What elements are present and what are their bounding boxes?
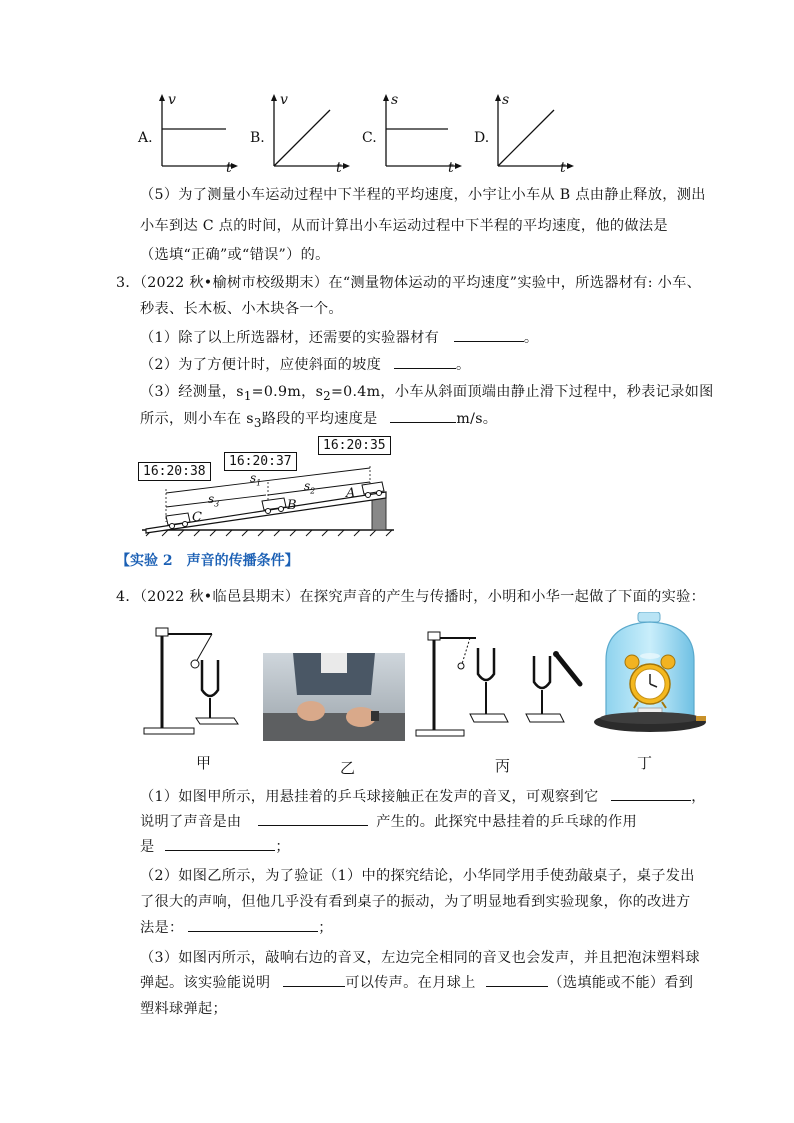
q3-part-3-c: =0.4m，小车从斜面顶端由静止滑下过程中，秒表记录如图	[330, 384, 714, 400]
q3-sub-3: 3	[253, 415, 262, 430]
q4-p1b-end: 产生的。此探究中悬挂着的乒乓球的作用	[376, 814, 638, 830]
q3-stem-1: 3．（2022 秋•榆树市校级期末）在“测量物体运动的平均速度”实验中，所选器材有: 小车、	[116, 275, 702, 291]
q3-part-3-b: =0.9m，s	[251, 384, 324, 400]
q4-blank-6[interactable]	[486, 974, 548, 987]
q4-part-1-line-1	[140, 786, 706, 806]
caption-ding: 丁	[637, 754, 653, 772]
label-s1: $s_1$	[250, 471, 262, 488]
section-heading: 【实验 2 声音的传播条件】	[116, 553, 299, 569]
q3-part-1	[140, 327, 538, 347]
figure-jia	[140, 620, 250, 740]
graph-d-x-label: t	[560, 160, 566, 176]
caption-yi: 乙	[340, 759, 356, 777]
q3-part-3-line2-b: 路段的平均速度是	[261, 411, 378, 427]
option-b-label: B.	[250, 130, 265, 146]
q4-blank-3[interactable]	[165, 838, 275, 851]
graph-b-y-label: v	[280, 92, 288, 108]
option-a-label: A.	[138, 130, 153, 146]
graph-c-x-label: t	[448, 160, 454, 176]
label-point-b: B	[287, 498, 297, 513]
q4-p3b-mid: 可以传声。在月球上	[345, 975, 476, 991]
q4-p2c-end: ；	[318, 920, 333, 936]
q3-stem-2: 秒表、长木板、小木块各一个。	[140, 301, 343, 317]
q3-part-3	[140, 381, 714, 403]
q3-blank-3[interactable]	[390, 410, 456, 423]
figure-yi	[263, 653, 405, 741]
q3-part-1-text: （1）除了以上所选器材，还需要的实验器材有	[140, 330, 440, 346]
q3-part-2-text: （2）为了方便计时，应使斜面的坡度	[140, 357, 382, 373]
q4-blank-5[interactable]	[283, 974, 345, 987]
q3-unit: m/s。	[456, 411, 498, 427]
q3-part-3-line2-a: 所示，则小车在 s	[140, 411, 254, 427]
q4-blank-1[interactable]	[611, 788, 691, 801]
q3-sub-2: 2	[323, 388, 331, 403]
label-point-a: A	[346, 486, 356, 501]
q4-stem: 4．（2022 秋•临邑县期末）在探究声音的产生与传播时，小明和小华一起做了下面的实验：	[116, 589, 706, 605]
q3-part-1-end: 。	[523, 330, 539, 346]
graph-b-x-label: t	[336, 160, 342, 176]
graph-d-y-label: s	[502, 92, 510, 108]
q4-part-3-line-2	[140, 972, 693, 992]
graph-c-y-label: s	[391, 92, 399, 108]
q3-part-2-end: 。	[455, 357, 471, 373]
q4-p1c-end: ；	[275, 839, 290, 855]
q4-p3b-end: （选填能或不能）看到	[548, 975, 694, 991]
q4-part-2-line-2: 了很大的声响，但他几乎没有看到桌子的振动，为了明显地看到实验现象，你的改进方	[140, 894, 691, 910]
q4-part-3-line-3: 塑料球弹起；	[140, 1001, 227, 1017]
stopwatch-left: 16:20:38	[138, 462, 211, 481]
stopwatch-mid: 16:20:37	[224, 452, 297, 471]
q4-p3b: 弹起。该实验能说明	[140, 975, 271, 991]
graph-a-y-label: v	[168, 92, 176, 108]
label-s3: $s_3$	[208, 492, 220, 509]
q3-part-3-line-2	[140, 408, 497, 430]
label-s2: $s_2$	[304, 479, 316, 496]
q4-p1b: 说明了声音是由	[140, 814, 242, 830]
q5-line-1: （5）为了测量小车运动过程中下半程的平均速度，小宇让小车从 B 点由静止释放，测出	[140, 187, 706, 203]
q4-p2c: 法是：	[140, 920, 184, 936]
option-d-label: D.	[474, 130, 490, 146]
q4-part-1-line-3	[140, 836, 290, 856]
q3-blank-1[interactable]	[454, 329, 524, 342]
q5-line-2: 小车到达 C 点的时间，从而计算出小车运动过程中下半程的平均速度，他的做法是	[140, 218, 668, 234]
figure-bing	[414, 626, 594, 742]
q4-p1a-end: ，	[691, 789, 706, 805]
caption-jia: 甲	[196, 754, 212, 772]
option-c-label: C.	[362, 130, 377, 146]
q3-part-3-a: （3）经测量，s	[140, 384, 244, 400]
q4-blank-2[interactable]	[258, 813, 368, 826]
left-fist	[297, 701, 325, 721]
q3-part-2	[140, 354, 470, 374]
stopwatch-right: 16:20:35	[318, 436, 391, 455]
q4-p1c: 是	[140, 839, 155, 855]
q5-line-3: （选填“正确”或“错误”）的。	[140, 247, 330, 263]
q4-blank-4[interactable]	[188, 919, 318, 932]
figure-ding	[594, 612, 708, 746]
q3-blank-2[interactable]	[394, 356, 456, 369]
graph-a-x-label: t	[226, 160, 232, 176]
label-point-c: C	[192, 510, 202, 525]
q3-sub-1: 1	[243, 388, 252, 403]
q4-part-1-line-2	[140, 811, 637, 831]
caption-bing: 丙	[495, 757, 511, 775]
q4-part-3-line-1: （3）如图丙所示，敲响右边的音叉，左边完全相同的音叉也会发声，并且把泡沫塑料球	[140, 950, 700, 966]
q4-part-2-line-3	[140, 917, 333, 937]
q4-p1a: （1）如图甲所示，用悬挂着的乒乓球接触正在发声的音叉，可观察到它	[140, 789, 599, 805]
q4-part-2-line-1: （2）如图乙所示，为了验证（1）中的探究结论，小华同学用手使劲敲桌子，桌子发出	[140, 868, 695, 884]
